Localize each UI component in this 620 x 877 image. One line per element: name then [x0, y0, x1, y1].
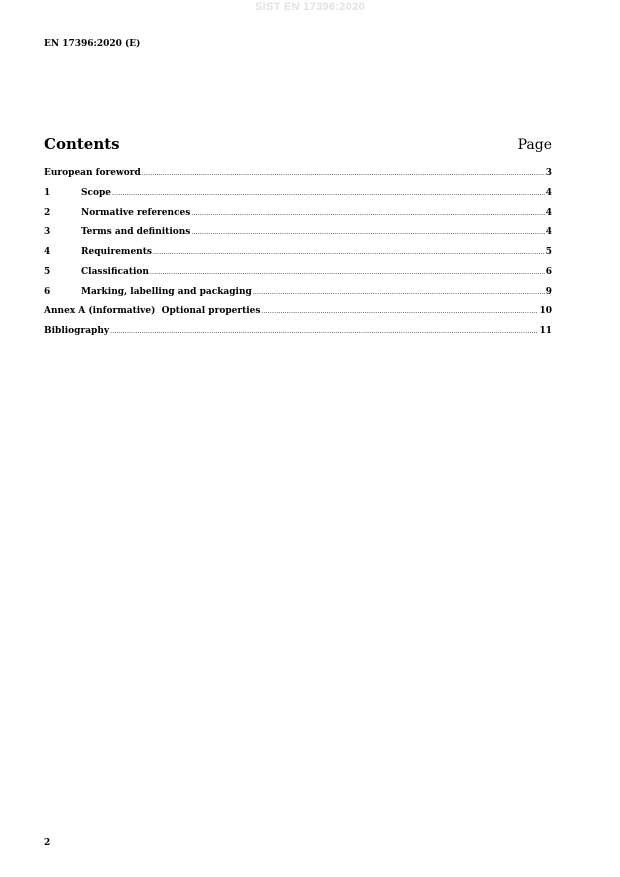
toc-dot-leader: [110, 328, 538, 335]
toc-entry-page: 11: [539, 326, 552, 336]
contents-title: Contents: [44, 135, 120, 153]
toc-dot-leader: [261, 308, 538, 315]
toc-entry-classification[interactable]: [44, 267, 552, 287]
toc-dot-leader: [191, 229, 544, 236]
toc-entry-page: 5: [545, 247, 552, 257]
toc-entry-number: 5: [44, 266, 51, 277]
toc-entry-title: Normative references: [81, 207, 191, 218]
toc-dot-leader: [191, 210, 544, 217]
table-of-contents: [44, 168, 552, 346]
document-id: EN 17396:2020 (E): [44, 39, 141, 49]
watermark: SIST EN 17396:2020: [255, 1, 365, 13]
page-column-label: Page: [517, 137, 552, 153]
toc-entry-title: Requirements: [81, 247, 152, 257]
toc-entry-title: Terms and definitions: [81, 227, 191, 238]
toc-entry-number: 3: [44, 227, 51, 238]
toc-entry-number: 1: [44, 187, 51, 198]
toc-entry-annex-a[interactable]: [44, 306, 552, 326]
toc-dot-leader: [112, 190, 545, 197]
toc-entry-page: 4: [545, 207, 552, 218]
toc-dot-leader: [253, 289, 545, 296]
toc-entry-page: 6: [545, 266, 552, 277]
toc-entry-page: 3: [545, 168, 552, 178]
toc-entry-number: 6: [44, 286, 51, 297]
toc-entry-terms-and-definitions[interactable]: [44, 227, 552, 247]
contents-heading: [44, 135, 552, 155]
toc-entry-european-foreword[interactable]: [44, 168, 552, 188]
toc-entry-title: European foreword: [44, 168, 141, 178]
toc-entry-title: Bibliography: [44, 326, 110, 336]
toc-entry-number: 2: [44, 207, 51, 218]
toc-entry-normative-references[interactable]: [44, 208, 552, 228]
toc-dot-leader: [142, 170, 545, 177]
toc-entry-number: 4: [44, 247, 51, 257]
toc-entry-marking-labelling-packaging[interactable]: [44, 287, 552, 307]
toc-entry-page: 4: [545, 227, 552, 238]
toc-entry-page: 10: [539, 306, 552, 317]
toc-entry-page: 9: [545, 286, 552, 297]
toc-entry-title: Annex A (informative) Optional properties: [44, 306, 261, 317]
toc-entry-scope[interactable]: [44, 188, 552, 208]
toc-entry-title: Scope: [81, 187, 112, 198]
toc-dot-leader: [153, 249, 545, 256]
toc-dot-leader: [150, 269, 545, 276]
toc-entry-requirements[interactable]: [44, 247, 552, 267]
toc-entry-title: Marking, labelling and packaging: [81, 286, 252, 297]
page-number: 2: [44, 838, 51, 848]
toc-entry-page: 4: [545, 187, 552, 198]
toc-entry-bibliography[interactable]: [44, 326, 552, 346]
toc-entry-title: Classification: [81, 266, 149, 277]
